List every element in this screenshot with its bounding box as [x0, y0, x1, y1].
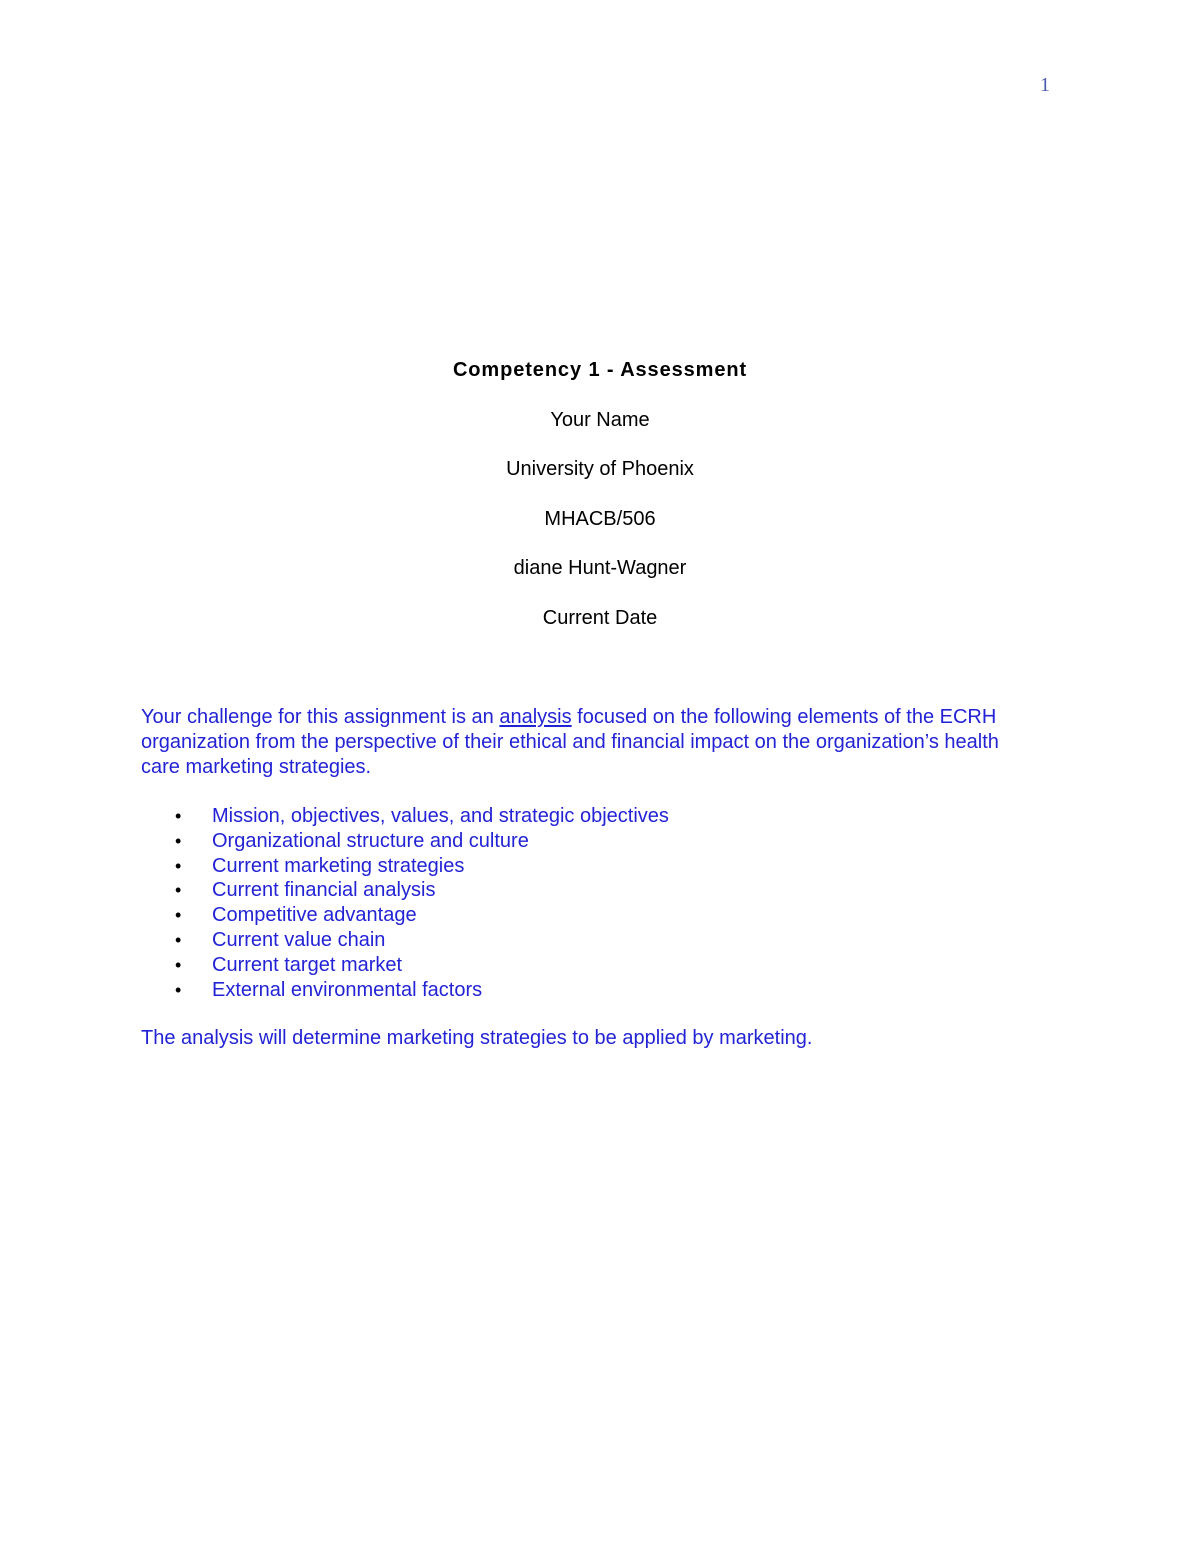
assignment-instructions [141, 705, 1041, 1051]
bullet-icon: • [175, 880, 182, 901]
intro-text-start: Your challenge for this assignment is an [141, 706, 500, 728]
list-item-label: Current target market [212, 953, 403, 976]
list-item [141, 978, 1041, 1003]
bullet-icon: • [175, 929, 182, 950]
document-title: Competency 1 - Assessment [452, 359, 748, 381]
intro-paragraph [141, 705, 1011, 780]
list-item [141, 829, 1041, 854]
submission-date: Current Date [542, 606, 658, 629]
course-code: MHACB/506 [544, 507, 656, 530]
list-item-label: Current marketing strategies [212, 854, 465, 877]
intro-text-end: focused on the following elements of the ECRH organization from the perspective of their ethical and financial impact on the organization’s health care marketing strategies. [141, 706, 999, 778]
analysis-link[interactable]: analysis [499, 706, 572, 728]
instructor-name: diane Hunt-Wagner [513, 557, 687, 579]
list-item [141, 903, 1041, 928]
title-page-block [0, 358, 1200, 655]
list-item-label: Current financial analysis [212, 879, 436, 902]
list-item [141, 804, 1041, 829]
bullet-icon: • [175, 855, 182, 876]
list-item-label: External environmental factors [212, 978, 483, 1001]
list-item [141, 854, 1041, 879]
list-item [141, 878, 1041, 903]
bullet-icon: • [175, 905, 182, 926]
list-item [141, 953, 1041, 978]
bullet-icon: • [175, 954, 182, 975]
conclusion-paragraph: The analysis will determine marketing strategies to be applied by marketing. [141, 1027, 813, 1050]
list-item-label: Competitive advantage [212, 904, 417, 927]
bullet-icon: • [175, 979, 182, 1000]
elements-list [141, 804, 1041, 1002]
bullet-icon: • [175, 830, 182, 851]
list-item-label: Current value chain [212, 928, 386, 951]
page-number: 1 [1040, 74, 1050, 96]
bullet-icon: • [175, 806, 182, 826]
list-item-label: Mission, objectives, values, and strategic objectives [212, 805, 669, 827]
list-item-label: Organizational structure and culture [212, 829, 529, 852]
author-name: Your Name [550, 408, 650, 431]
list-item [141, 928, 1041, 953]
institution-name: University of Phoenix [506, 458, 694, 480]
